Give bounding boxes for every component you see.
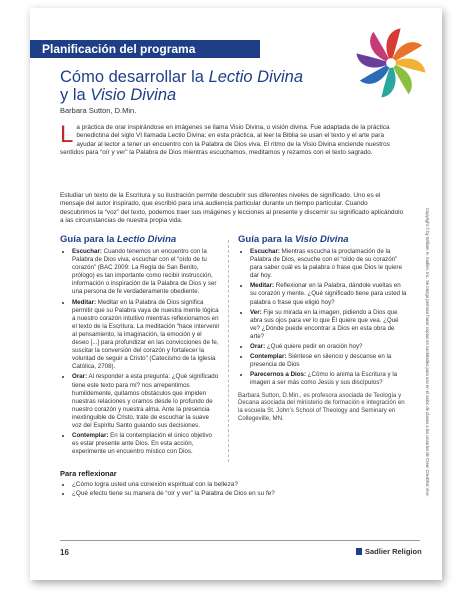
reflection-heading: Para reflexionar <box>60 469 117 478</box>
sadlier-logo-icon <box>356 548 362 555</box>
lectio-step-item <box>72 299 220 372</box>
pinwheel-logo-icon <box>352 24 430 102</box>
intro-text: a práctica de orar inspirándose en imágenes se llama Visio Divina, o visión divina. Fue adaptada de la práctica benedictina del siglo VI llamada Lectio Divina; en esta práctica, al leer la Biblia se usan el texto y el arte para ayudar al lector a tener un encuentro con la Palabra de Dios viva. El ritmo de la Visio Divina enciende nuestros sentidos para “oír y ver” la Palabra de Dios mientras escuchamos, meditamos y rezamos con el texto sagrado. <box>60 124 390 156</box>
author-bio: Barbara Sutton, D.Min., es profesora asociada de Teología y Decana asociada del ministerio de formación e integración en la escuela St. John’s School of Theology and Seminary en Collegeville, MN. <box>238 391 405 423</box>
author-line: Barbara Sutton, D.Min. <box>60 106 137 115</box>
reflection-section <box>60 470 390 498</box>
left-heading-prefix: Guía para la <box>60 234 118 245</box>
brand-logo <box>356 547 422 556</box>
brand-name: Sadlier Religion <box>365 547 422 556</box>
title-line1-prefix: Cómo desarrollar la <box>60 68 209 86</box>
lectio-step-text: Meditar en la Palabra de Dios significa permitir que su Palabra vaya de nuestra mente lógica a nuestro corazón intuitivo mientras reflexionamos en el texto de la Escritura. La meditación “hace intervenir al pensamiento, la imaginación, la emoción y el deseo [...] para profundizar en las convicciones de fe, suscitar la conversión del corazón y fortalecer la voluntad de seguir a Cristo” (Catecismo de la Iglesia Católica, 2708). <box>72 298 220 371</box>
visio-guide-list <box>238 248 408 388</box>
lectio-guide-list <box>60 248 220 456</box>
visio-step-item <box>250 282 408 306</box>
visio-step-term: Meditar: <box>250 282 275 290</box>
left-heading-italic: Lectio Divina <box>117 234 177 245</box>
banner-label: Planificación del programa <box>42 42 196 56</box>
copyright-notice: Copyright © by William H. Sadlier, Inc. Se otorga permiso hacer copias en cantidades para uso en el salón de clases a los usuarios de Cree/ Creabhal Vive. <box>425 208 430 497</box>
left-column-heading <box>60 234 176 245</box>
title-line2-italic: Visio Divina <box>90 86 177 104</box>
lectio-step-text: En la contemplación el único objetivo es estar presente ante Dios. En esta acción, experimente un encuentro místico con Dios. <box>72 432 212 456</box>
visio-step-text: Reflexionar en la Palabra, dándole vueltas en su corazón y mente. ¿Qué significado tiene para usted la palabra o frase que eligió hoy? <box>250 282 407 306</box>
visio-step-term: Escuchar: <box>250 248 280 255</box>
visio-step-item <box>250 248 408 280</box>
lectio-step-item <box>72 432 220 456</box>
right-heading-italic: Visio Divina <box>295 234 349 245</box>
lectio-step-term: Contemplar: <box>72 432 109 440</box>
visio-step-text: Siéntese en silencio y descanse en la presencia de Dios <box>250 353 392 369</box>
lectio-step-term: Meditar: <box>72 298 97 306</box>
lectio-step-text: Al responder a esta pregunta: ¿Qué significado tiene este texto para mí? nos arrepentimos humildemente, quitamos obstáculos que impiden nuestras relaciones y oramos desde lo profundo de nuestro corazón y nuestra alma. Ante la presencia inextinguible de Cristo, trate de escuchar la suave voz del Espíritu Santo guiando sus decisiones. <box>72 373 219 429</box>
right-column <box>238 248 408 423</box>
second-paragraph: Estudiar un texto de la Escritura y su ilustración permite descubrir sus diferentes niveles de significado. Uno es el mensaje del autor inspirado, que escribió para una audiencia particular durante un tiempo particular. Cuando descubrimos la “voz” del texto, podemos traer sus imágenes y lecciones al presente y discernir su significado aplicándolo a las circunstancias de nuestra propia vida. <box>60 192 404 224</box>
visio-step-text: ¿Qué quiere pedir en oración hoy? <box>265 343 363 351</box>
right-heading-prefix: Guía para la <box>238 234 296 245</box>
page-title <box>60 68 340 104</box>
visio-step-item <box>250 353 408 369</box>
reflection-question: • ¿Cómo logra usted una conexión espiritual con la belleza? <box>72 481 390 489</box>
intro-paragraph <box>60 121 400 157</box>
visio-step-text: Fije su mirada en la imagen, pidiendo a Dios que abra sus ojos para ver lo que Él quiere que vea. ¿Qué ve? ¿Dónde puede encontrar a Dios en esta obra de arte? <box>250 308 399 340</box>
title-line1-italic: Lectio Divina <box>208 68 304 86</box>
section-banner <box>30 40 260 58</box>
left-column <box>60 248 220 458</box>
visio-step-text: Mientras escucha la proclamación de la Palabra de Dios, escuche con el “oído de su corazón” para saber cuál es la palabra o frase que Dios le quiere dar hoy. <box>250 248 403 280</box>
lectio-step-item <box>72 373 220 430</box>
column-divider <box>228 240 229 462</box>
visio-step-term: Contemplar: <box>250 353 287 361</box>
visio-step-term: Parecernos a Dios: <box>250 371 307 379</box>
reflection-questions <box>60 481 390 498</box>
lectio-step-term: Orar: <box>72 373 88 381</box>
lectio-step-text: Cuando tenemos un encuentro con la Palabra de Dios viva, escuchar con el “oído de tu corazón” (BAC 2009: La Regla de San Benito, prólogo) es tan importante como recibir instrucción, información o inspiración de la Palabra de Dios y ser una persona de fe verdaderamente obediente. <box>72 248 217 296</box>
drop-cap: L <box>60 121 74 148</box>
visio-step-item <box>250 343 408 351</box>
footer-rule <box>60 540 420 541</box>
visio-step-term: Orar: <box>250 343 266 351</box>
title-line2-prefix: y la <box>60 86 91 104</box>
visio-step-term: Ver: <box>250 308 262 316</box>
visio-step-text: ¿Cómo lo anima la Escritura y la imagen a ser más como Jesús y sus discípulos? <box>250 371 398 387</box>
page-number: 16 <box>60 548 69 557</box>
document-page <box>30 8 442 580</box>
lectio-step-term: Escuchar: <box>72 248 102 255</box>
visio-step-item <box>250 309 408 341</box>
lectio-step-item <box>72 248 220 297</box>
reflection-question: • ¿Qué efecto tiene su manera de “oír y ver” la Palabra de Dios en su fe? <box>72 490 390 498</box>
right-column-heading <box>238 234 349 245</box>
visio-step-item <box>250 371 408 387</box>
